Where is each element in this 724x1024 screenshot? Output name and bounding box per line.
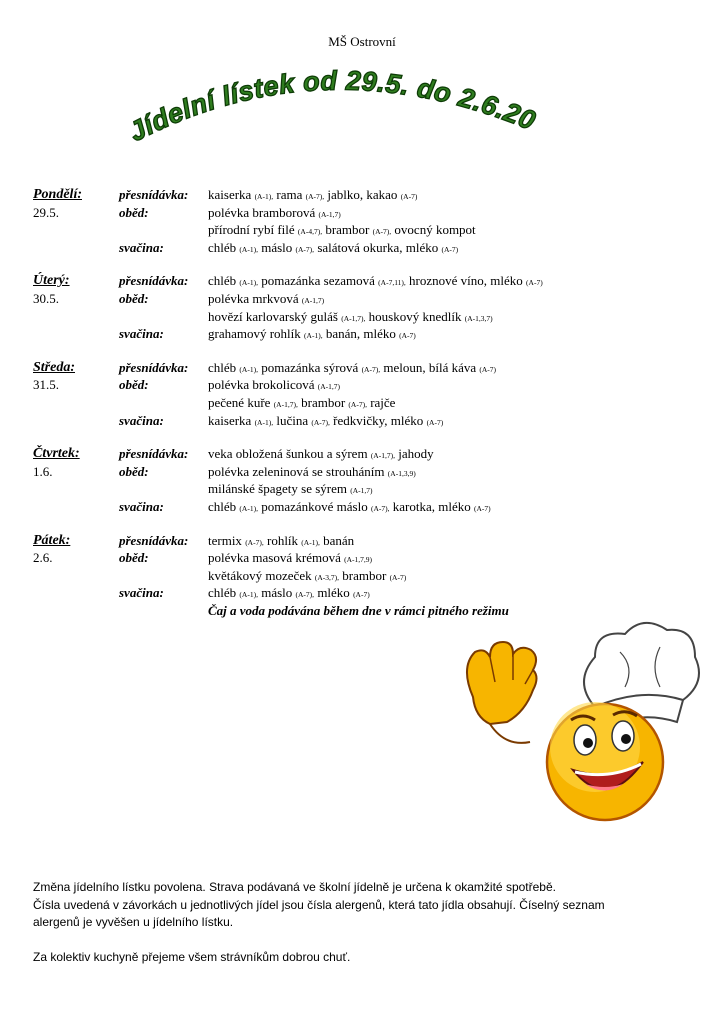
allergen-codes: (A-7), xyxy=(295,590,315,600)
dish-name: brambor xyxy=(301,394,346,410)
dish-name: polévka masová krémová xyxy=(208,550,341,566)
allergen-codes: (A-1,7,9) xyxy=(344,555,373,565)
menu-row xyxy=(33,376,693,394)
meal-label: oběd: xyxy=(119,463,149,479)
title-banner xyxy=(105,50,565,160)
menu-row xyxy=(33,567,693,585)
footer-greeting: Za kolektiv kuchyně přejeme všem strávníkům dobrou chuť. xyxy=(33,949,351,964)
dish-name: chléb xyxy=(208,273,237,289)
day-date: 29.5. xyxy=(33,204,59,220)
menu-row xyxy=(33,325,693,343)
dish-name: banán, mléko xyxy=(325,326,396,342)
day-date: 2.6. xyxy=(33,550,53,566)
meal-label: svačina: xyxy=(119,498,164,514)
dish-name: hovězí karlovarský guláš xyxy=(208,308,338,324)
dish-name: pomazánkové máslo xyxy=(261,498,368,514)
allergen-codes: (A-7), xyxy=(245,537,264,547)
dish-name: květákový mozeček xyxy=(208,567,312,583)
dish-name: polévka brokolicová xyxy=(208,377,315,393)
allergen-codes: (A-7,11), xyxy=(378,278,406,288)
allergen-codes: (A-7), xyxy=(295,244,315,254)
chef-smiley-icon xyxy=(445,612,705,822)
menu-row xyxy=(33,480,693,498)
dish-name: polévka zeleninová se strouháním xyxy=(208,463,385,479)
day-name: Pátek: xyxy=(33,532,71,548)
meal-label: přesnídávka: xyxy=(119,532,189,548)
dish-name: chléb xyxy=(208,239,237,255)
dish-name: pomazánka sezamová xyxy=(261,273,375,289)
waving-hand-icon xyxy=(467,642,537,743)
allergen-codes: (A-1), xyxy=(239,278,258,288)
allergen-codes: (A-7) xyxy=(400,192,418,201)
menu-row xyxy=(33,412,693,430)
allergen-codes: (A-1,7), xyxy=(370,451,395,461)
school-name: MŠ Ostrovní xyxy=(328,34,396,49)
meal-label: oběd: xyxy=(119,290,149,306)
dish-name: máslo xyxy=(261,239,293,255)
menu-row xyxy=(33,584,693,602)
allergen-codes: (A-3,7), xyxy=(314,572,340,582)
meal-label: oběd: xyxy=(119,204,149,220)
allergen-codes: (A-7) xyxy=(441,244,459,254)
meal-label: oběd: xyxy=(119,550,149,566)
dish-name: salátová okurka, mléko xyxy=(317,239,439,255)
allergen-codes: (A-1), xyxy=(254,192,274,201)
dish-name: houskový knedlík xyxy=(368,308,462,324)
day-date: 1.6. xyxy=(33,463,53,479)
day-date: 30.5. xyxy=(33,290,59,306)
allergen-codes: (A-7), xyxy=(370,503,390,513)
allergen-codes: (A-7) xyxy=(473,503,491,513)
dish-name: rohlík xyxy=(266,532,299,548)
dish-name: pomazánka sýrová xyxy=(261,359,359,375)
meal-label: přesnídávka: xyxy=(119,446,189,462)
allergen-codes: (A-1), xyxy=(304,331,323,341)
allergen-codes: (A-1), xyxy=(301,537,320,547)
menu-row xyxy=(33,463,693,481)
dish-name: banán xyxy=(323,532,355,548)
menu-row xyxy=(33,204,693,222)
allergen-codes: (A-1,7) xyxy=(350,486,373,496)
dish-name: brambor xyxy=(325,222,370,238)
dish-name: rajče xyxy=(370,394,396,410)
dish-name: milánské špagety se sýrem xyxy=(208,481,347,497)
dish-name: grahamový rohlík xyxy=(208,326,301,342)
day-name: Pondělí: xyxy=(33,187,82,202)
day-block xyxy=(33,272,693,342)
menu-row xyxy=(33,359,693,377)
dish-name: máslo xyxy=(261,585,293,601)
dish-name: ovocný kompot xyxy=(394,222,476,238)
dish-name: chléb xyxy=(208,498,237,514)
allergen-codes: (A-1,7) xyxy=(318,209,341,219)
dish-name: chléb xyxy=(208,359,237,375)
day-name: Čtvrtek: xyxy=(33,446,80,462)
meal-label: přesnídávka: xyxy=(119,273,189,289)
dish-name: kaiserka xyxy=(208,187,252,202)
menu-row xyxy=(33,549,693,567)
allergen-codes: (A-7) xyxy=(399,331,416,341)
allergen-codes: (A-7), xyxy=(361,364,381,374)
menu-row xyxy=(33,221,693,239)
day-date: 31.5. xyxy=(33,377,59,393)
drink-note: Čaj a voda podávána během dne v rámci pitného režimu xyxy=(208,602,509,618)
allergen-codes: (A-1,7), xyxy=(341,313,366,323)
dish-name: přírodní rybí filé xyxy=(208,222,295,238)
dish-name: lučina xyxy=(276,412,309,428)
menu-row xyxy=(33,272,693,290)
smiley-face-icon xyxy=(547,702,663,820)
dish-name: polévka bramborová xyxy=(208,204,316,220)
menu-row xyxy=(33,239,693,257)
day-name: Úterý: xyxy=(33,273,70,289)
day-name: Středa: xyxy=(33,359,75,375)
allergen-codes: (A-1,3,9) xyxy=(387,468,416,478)
dish-name: jahody xyxy=(398,446,434,462)
weekly-menu xyxy=(33,186,693,635)
meal-label: svačina: xyxy=(119,412,164,428)
allergen-codes: (A-1,7) xyxy=(317,382,341,392)
dish-name: polévka mrkvová xyxy=(208,290,299,306)
meal-label: oběd: xyxy=(119,377,149,393)
day-block xyxy=(33,445,693,515)
allergen-codes: (A-1), xyxy=(254,417,274,427)
allergen-codes: (A-1,3,7) xyxy=(464,313,493,323)
dish-name: kaiserka xyxy=(208,412,252,428)
meal-label: svačina: xyxy=(119,239,164,255)
allergen-codes: (A-7), xyxy=(311,417,330,427)
dish-name: rama xyxy=(276,187,303,202)
menu-row xyxy=(33,532,693,550)
meal-items xyxy=(208,498,491,518)
footer-notes xyxy=(33,879,693,966)
allergen-codes: (A-7) xyxy=(479,364,497,374)
allergen-codes: (A-7), xyxy=(372,227,392,237)
allergen-codes: (A-7) xyxy=(353,590,370,600)
allergen-codes: (A-7), xyxy=(348,399,367,409)
dish-name: mléko xyxy=(317,585,350,601)
dish-name: chléb xyxy=(208,585,237,601)
meal-items xyxy=(208,325,416,345)
menu-row xyxy=(33,445,693,463)
menu-row xyxy=(33,290,693,308)
dish-name: termix xyxy=(208,532,242,548)
meal-label: přesnídávka: xyxy=(119,187,189,202)
menu-row xyxy=(33,186,693,204)
dish-name: hroznové víno, mléko xyxy=(409,273,523,289)
dish-name: brambor xyxy=(342,567,387,583)
meal-items xyxy=(208,412,443,432)
allergen-codes: (A-7) xyxy=(526,278,543,288)
allergen-codes: (A-1), xyxy=(239,244,258,254)
dish-name: ředkvičky, mléko xyxy=(333,412,424,428)
dish-name: karotka, mléko xyxy=(392,498,471,514)
allergen-codes: (A-1), xyxy=(239,503,258,513)
meal-items xyxy=(208,239,458,259)
menu-row xyxy=(33,498,693,516)
footer-line: alergenů je vyvěšen u jídelního lístku. xyxy=(33,915,234,929)
allergen-codes: (A-7) xyxy=(389,572,407,582)
dish-name: jablko, kakao xyxy=(327,187,398,202)
allergen-codes: (A-1), xyxy=(239,364,258,374)
dish-name: meloun, bílá káva xyxy=(383,359,477,375)
svg-text:Jídelní lístek od 29.5. do 2.6 xyxy=(105,50,540,147)
allergen-codes: (A-1), xyxy=(239,590,258,600)
menu-title: Jídelní lístek od 29.5. do 2.6.20 xyxy=(124,65,540,148)
meal-label: přesnídávka: xyxy=(119,359,189,375)
dish-name: pečené kuře xyxy=(208,394,271,410)
meal-label: svačina: xyxy=(119,585,164,601)
allergen-codes: (A-1,7) xyxy=(301,295,325,305)
allergen-codes: (A-7) xyxy=(426,417,444,427)
footer-line: Změna jídelního lístku povolena. Strava podávaná ve školní jídelně je určena k okamžité spotřebě. xyxy=(33,880,556,894)
menu-row xyxy=(33,308,693,326)
allergen-codes: (A-1,7), xyxy=(273,399,298,409)
day-block xyxy=(33,186,693,256)
title-arc xyxy=(105,50,565,160)
dish-name: veka obložená šunkou a sýrem xyxy=(208,446,368,462)
allergen-codes: (A-7), xyxy=(305,192,325,201)
footer-line: Čísla uvedená v závorkách u jednotlivých jídel jsou čísla alergenů, která tato jídla obsahují. Číselný seznam xyxy=(33,897,605,912)
meal-label: svačina: xyxy=(119,326,164,342)
allergen-codes: (A-4,7), xyxy=(297,227,323,237)
menu-row xyxy=(33,394,693,412)
day-block xyxy=(33,532,693,620)
day-block xyxy=(33,359,693,429)
